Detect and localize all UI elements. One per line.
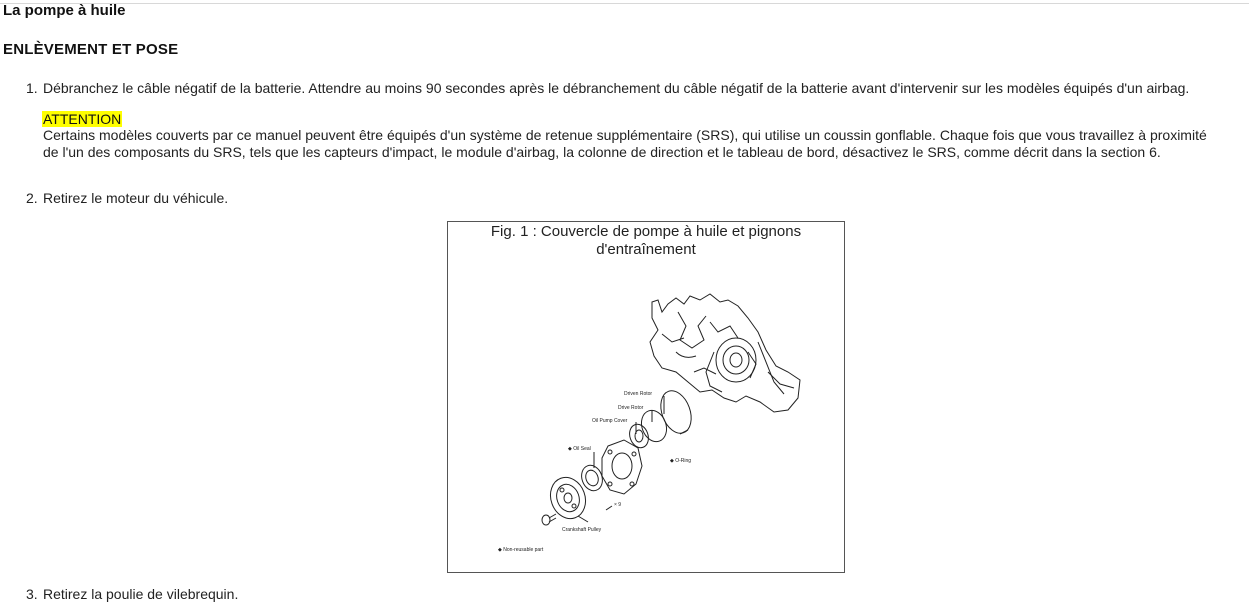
label-non-reusable: ◆ Non-reusable part <box>498 547 544 553</box>
figure-caption: Fig. 1 : Couvercle de pompe à huile et pignons d'entraînement <box>490 223 802 258</box>
label-o-ring: ◆ O-Ring <box>670 458 692 464</box>
page-title: La pompe à huile <box>3 2 126 19</box>
label-oil-pump-cover: Oil Pump Cover <box>592 418 628 424</box>
step-number: 2. <box>26 190 38 206</box>
step-text: Débranchez le câble négatif de la batterie. Attendre au moins 90 secondes après le débranchement du câble négatif de la batterie avant d'intervenir sur les modèles équipés d'un airbag. <box>43 80 1190 96</box>
drive-rotor-drawing <box>626 422 651 451</box>
attention-text: Certains modèles couverts par ce manuel peuvent être équipés d'un système de retenue supplémentaire (SRS), qui utilise un coussin gonflable. Chaque fois que vous travaillez à proximité de l'un des composants du SRS, tels que les capteurs d'impact, le module d'airbag, la colonne de direction et le tableau de bord, désactivez le SRS, comme décrit dans la section 6. <box>43 127 1207 160</box>
label-crankshaft-pulley: Crankshaft Pulley <box>562 527 602 533</box>
o-ring-drawing <box>655 387 696 438</box>
engine-block-drawing <box>650 294 800 412</box>
step-text: Retirez la poulie de vilebrequin. <box>43 586 239 602</box>
label-drive-rotor: Drive Rotor <box>618 405 644 411</box>
step-text: Retirez le moteur du véhicule. <box>43 190 229 206</box>
step-1 <box>26 80 1189 96</box>
cover-bolt-drawing <box>606 506 612 510</box>
section-heading: ENLÈVEMENT ET POSE <box>3 41 179 58</box>
label-bolt-count: × 9 <box>614 502 622 508</box>
step-number: 1. <box>26 80 38 96</box>
step-3 <box>26 586 238 602</box>
label-driven-rotor: Driven Rotor <box>624 391 653 397</box>
attention-label: ATTENTION <box>43 111 122 127</box>
step-2 <box>26 190 228 206</box>
step-number: 3. <box>26 586 38 602</box>
exploded-view-diagram <box>448 222 844 572</box>
label-oil-seal: ◆ Oil Seal <box>568 446 591 452</box>
top-divider <box>0 3 1249 4</box>
oil-pump-cover-drawing <box>602 440 642 494</box>
pulley-bolt-drawing <box>542 514 556 525</box>
figure-oil-pump <box>447 221 845 573</box>
